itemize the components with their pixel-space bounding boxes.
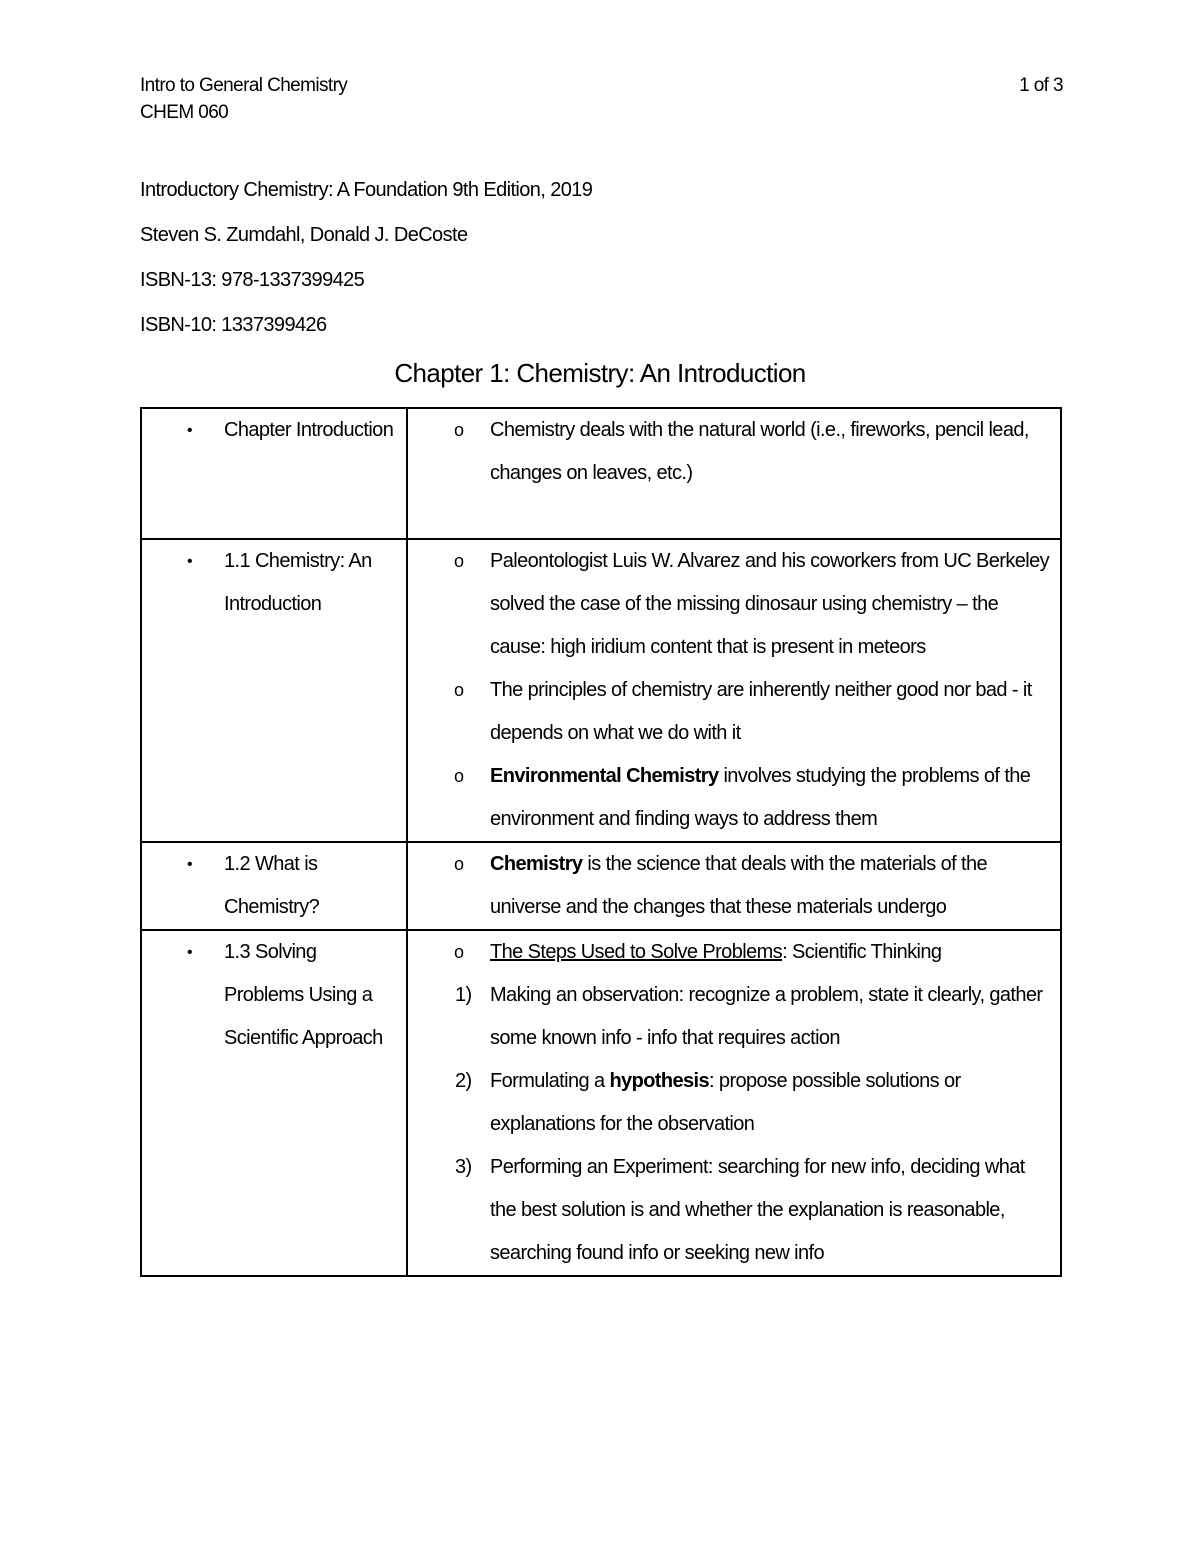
isbn-10: ISBN-10: 1337399426 [140, 314, 327, 336]
note-item [408, 931, 1060, 974]
step-text: Making an observation: recognize a problem, state it clearly, gather some known info - info that requires action [490, 984, 1043, 1049]
topic-item [142, 540, 406, 626]
circle-bullet-icon: o [454, 942, 464, 962]
topic-label: 1.1 Chemistry: An Introduction [224, 550, 372, 615]
course-code: CHEM 060 [140, 102, 229, 123]
topic-cell [141, 539, 407, 842]
step-number: 2) [455, 1070, 472, 1092]
circle-bullet-icon: o [454, 680, 464, 700]
page-header [140, 72, 1065, 126]
table-row [141, 842, 1061, 930]
bullet-icon: • [187, 553, 193, 570]
term-environmental-chemistry: Environmental Chemistry [490, 765, 719, 787]
numbered-step [408, 1060, 1060, 1146]
topic-label: 1.3 Solving Problems Using a Scientific Approach [224, 941, 383, 1049]
chapter-title: Chapter 1: Chemistry: An Introduction [394, 358, 806, 388]
book-info [140, 177, 592, 357]
note-text: Paleontologist Luis W. Alvarez and his coworkers from UC Berkeley solved the case of the missing dinosaur using chemistry – the cause: high iridium content that is present in meteors [490, 550, 1050, 658]
course-title: Intro to General Chemistry [140, 75, 348, 96]
isbn-13: ISBN-13: 978-1337399425 [140, 269, 365, 291]
note-text: The principles of chemistry are inherently neither good nor bad - it depends on what we do with it [490, 679, 1032, 744]
note-item [408, 669, 1060, 755]
step-number: 1) [455, 984, 472, 1006]
table-row [141, 930, 1061, 1276]
topic-item [142, 843, 406, 929]
circle-bullet-icon: o [454, 420, 464, 440]
book-authors: Steven S. Zumdahl, Donald J. DeCoste [140, 224, 468, 246]
topic-cell [141, 842, 407, 930]
notes-cell [407, 408, 1061, 539]
notes-table [140, 407, 1062, 1277]
topic-cell [141, 930, 407, 1276]
circle-bullet-icon: o [454, 766, 464, 786]
notes-cell [407, 930, 1061, 1276]
page-number: 1 of 3 [1019, 75, 1063, 96]
term-chemistry: Chemistry [490, 853, 583, 875]
step-text: : propose possible solutions or explanations for the observation [490, 1070, 961, 1135]
notes-cell [407, 842, 1061, 930]
note-text: Chemistry deals with the natural world (i.e., fireworks, pencil lead, changes on leaves, etc.) [490, 419, 1029, 484]
bullet-icon: • [187, 856, 193, 873]
topic-cell [141, 408, 407, 539]
book-title: Introductory Chemistry: A Foundation 9th Edition, 2019 [140, 179, 593, 201]
note-text: : Scientific Thinking [782, 941, 942, 963]
table-row [141, 408, 1061, 539]
term-hypothesis: hypothesis [609, 1070, 710, 1092]
numbered-step [408, 1146, 1060, 1275]
note-item [408, 843, 1060, 929]
steps-heading: The Steps Used to Solve Problems [490, 941, 783, 963]
bullet-icon: • [187, 422, 193, 439]
numbered-step [408, 974, 1060, 1060]
note-item [408, 409, 1060, 538]
topic-label: Chapter Introduction [224, 419, 394, 441]
step-number: 3) [455, 1156, 472, 1178]
topic-item [142, 409, 406, 452]
note-text: involves studying the problems of the environment and finding ways to address them [490, 765, 1031, 830]
step-text-prefix: Formulating a [490, 1070, 610, 1092]
note-text: is the science that deals with the materials of the universe and the changes that these materials undergo [490, 853, 988, 918]
notes-cell [407, 539, 1061, 842]
table-row [141, 539, 1061, 842]
topic-item [142, 931, 406, 1060]
circle-bullet-icon: o [454, 854, 464, 874]
note-item [408, 755, 1060, 841]
topic-label: 1.2 What is Chemistry? [224, 853, 320, 918]
step-text: Performing an Experiment: searching for new info, deciding what the best solution is and whether the explanation is reasonable, searching found info or seeking new info [490, 1156, 1025, 1264]
bullet-icon: • [187, 944, 193, 961]
circle-bullet-icon: o [454, 551, 464, 571]
note-item [408, 540, 1060, 669]
